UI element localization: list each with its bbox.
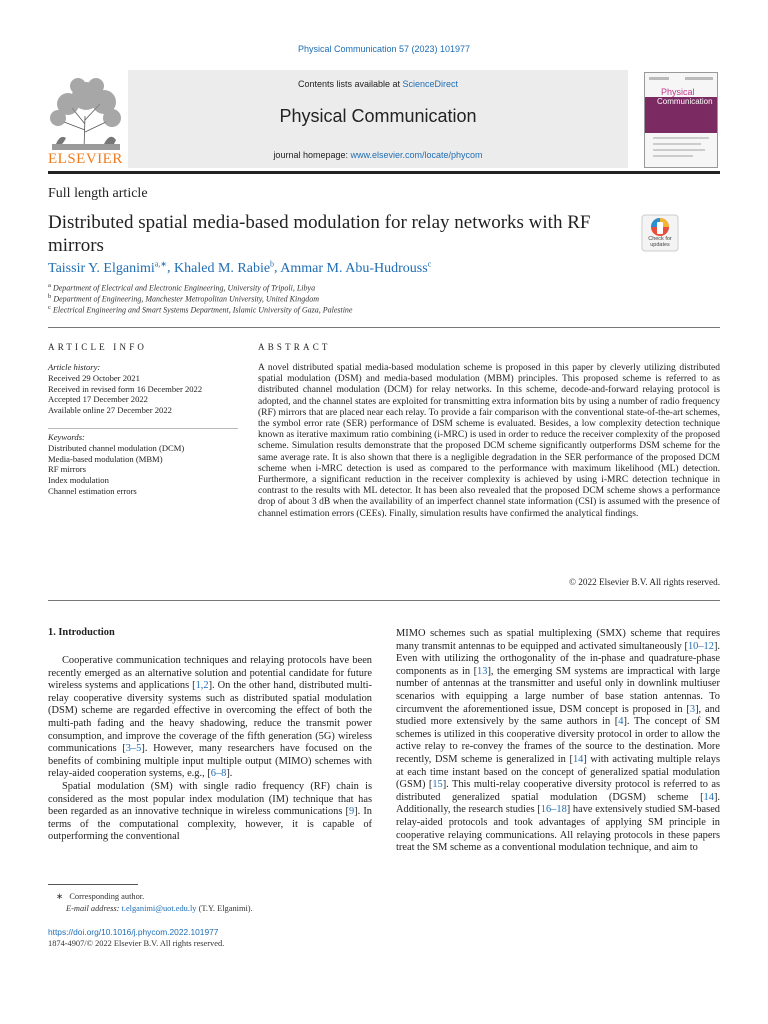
body-text: ]. The concept of SM schemes is utilized in this cooperative diversity protocol in order to allow the active relay to re-convey the frames of the source to the destination. More recently, DSM scheme is generalized in [ [396, 716, 720, 765]
citation-link[interactable]: 3–5 [125, 743, 142, 755]
author-2[interactable]: Khaled M. Rabie$^b$ [174, 259, 275, 276]
header-rule [48, 171, 720, 174]
citation-link[interactable]: 1,2 [195, 680, 209, 692]
keyword-item: Channel estimation errors [48, 485, 137, 496]
history-item: Received in revised form 16 December 2022 [48, 383, 203, 394]
section-heading-introduction: 1. Introduction [48, 627, 115, 638]
keywords-label: Keywords: [48, 432, 85, 442]
title-rule [48, 327, 720, 328]
body-text: ], the emerging SM systems are impractical with large number of antennas at the transmitter and useful only in downlink multiuser scenarios with equipping a large number of base station antennas. To circumvent the aforementioned issue, DSM concept is proposed in [ [396, 665, 720, 715]
history-item: Accepted 17 December 2022 [48, 394, 148, 405]
email-label: E-mail address: [66, 904, 122, 913]
cover-topbar-icon [645, 73, 717, 87]
history-label: Article history: [48, 362, 101, 372]
keyword-item: RF mirrors [48, 464, 86, 475]
abstract-copyright: © 2022 Elsevier B.V. All rights reserved. [569, 577, 720, 587]
journal-reference[interactable]: Physical Communication 57 (2023) 101977 [297, 44, 471, 54]
issn-line: 1874-4907/© 2022 Elsevier B.V. All rights reserved. [48, 939, 225, 948]
paragraph [48, 781, 372, 844]
author-list: Taissir Y. Elganimi$^{a,∗}$, Khaled M. Rabie$^b$, Ammar M. Abu-Hudrouss$^c$ [48, 259, 432, 276]
affiliation-b: $^b$ Department of Engineering, Manchester Metropolitan University, United Kingdom [48, 293, 319, 304]
journal-cover-thumbnail[interactable] [644, 72, 718, 168]
history-item: Received 29 October 2021 [48, 372, 140, 383]
article-info-heading: ARTICLE INFO [48, 342, 148, 352]
author-1[interactable]: Taissir Y. Elganimi$^{a,∗}$ [48, 259, 168, 276]
abstract-rule [48, 600, 720, 601]
tree-logo-icon [44, 74, 128, 152]
email-link[interactable]: t.elganimi@uot.edu.ly [121, 904, 197, 913]
contents-prefix: Contents lists available at [297, 79, 403, 89]
citation-link[interactable]: 16–18 [540, 804, 567, 816]
body-text: ] have extensively studied SM-based relay-aided protocols and took advantages of applying SM principle in cooperative relaying communications. All relaying protocols in these papers treat the SM scheme as a conventional modulation technique, and aim to [396, 804, 721, 854]
elsevier-wordmark: ELSEVIER [48, 151, 123, 167]
elsevier-logo[interactable] [44, 74, 128, 168]
homepage-line [128, 150, 628, 160]
footnote-email: E-mail address: t.elganimi@uot.edu.ly (T.Y. Elganimi). [66, 904, 253, 913]
citation-link[interactable]: 13 [477, 665, 488, 677]
footnote-mark: ∗ [56, 892, 64, 901]
abstract-text: A novel distributed spatial media-based modulation scheme is proposed in this paper by cleverly utilizing distributed spatial modulation (DSM) and media-based modulation (MBM) principles. This proposed scheme is referred to as distributed channel modulation (DCM) for relay networks. In this scheme, decode-and-forward relaying protocol is adopted, and the channel states are exploited for transmitting extra information bits by using a number of radio frequency (RF) mirrors that are placed near each relay. To provide a fair comparison with the conventional state-of-the-art schemes, the symbol error rate (SER) performance of DSM scheme is evaluated. Besides, a low complexity detection technique known as iterative maximum ratio combining (i-MRC) is used in order to reduce the receiver complexity of the proposed scheme. Simulation results demonstrate that the proposed DCM scheme significantly outperforms DSM scheme for the same average rate. It is also shown that there is a negligible degradation in the SER performance of the proposed DCM scheme when i-MRC detection is used as compared to the performance with maximum likelihood (ML) detection. Furthermore, a significant reduction in the receiver complexity is achieved by using i-MRC detection technique in contrast to the results with ML detector. It has been also revealed that the proposed DCM scheme shows a performance drop of about 3 dB when the availability of an imperfect channel state information (CSI) is assumed with the presence of channel estimation errors (CEEs). Finally, simulation results have confirmed the analytical findings. [258, 363, 720, 519]
body-text: ]. However, many researchers have focused on the benefits of combining multiple input multiple output (MIMO) schemes with relay-aided cooperation systems, e.g., [ [48, 743, 372, 780]
citation-link[interactable]: 3 [689, 703, 696, 715]
article-history [48, 362, 238, 416]
sciencedirect-link[interactable]: ScienceDirect [402, 79, 459, 89]
body-text: Spatial modulation (SM) with single radio frequency (RF) chain is considered as the most popular index modulation (IM) technique that has been regarded as an innovative technique in wireless communications [ [48, 780, 372, 818]
footnote-rule [48, 884, 138, 885]
citation-link[interactable]: 4 [618, 716, 624, 728]
body-text: ] with activating multiple relays at each time instant based on the concept of generalized spatial modulation (GSM) [ [396, 753, 721, 791]
body-column-left [48, 655, 372, 844]
author-3[interactable]: Ammar M. Abu-Hudrouss$^c$ [280, 259, 432, 276]
citation-link[interactable]: 14 [572, 753, 584, 765]
paragraph [396, 628, 720, 855]
body-text: MIMO schemes such as spatial multiplexing (SMX) scheme that requires many transmit antennas to be equipped and activated simultaneously [ [396, 628, 720, 652]
body-text: ]. This multi-relay cooperative diversity protocol is referred to as distributed generalized spatial modulation (DGSM) scheme [ [396, 779, 720, 803]
info-separator [48, 428, 238, 429]
citation-link[interactable]: 6–8 [210, 768, 227, 780]
keyword-item: Distributed channel modulation (DCM) [48, 442, 185, 453]
body-text: ], and studied more extensively by the same authors in [ [396, 703, 720, 728]
abstract-heading: ABSTRACT [258, 342, 331, 352]
keywords [48, 432, 238, 497]
history-item: Available online 27 December 2022 [48, 405, 172, 416]
cover-title-1: Physical [661, 87, 695, 97]
citation-link[interactable]: 10–12 [687, 640, 714, 652]
body-column-right [396, 628, 720, 855]
crossmark-label: Check for updates [648, 236, 672, 248]
keyword-item: Media-based modulation (MBM) [48, 453, 163, 464]
affiliation-a: $^a$ Department of Electrical and Electronic Engineering, University of Tripoli, Libya [48, 282, 316, 293]
citation-link[interactable]: 14 [703, 791, 714, 803]
doi-link[interactable]: https://doi.org/10.1016/j.phycom.2022.101977 [48, 927, 219, 937]
cover-title-2: Communication [657, 97, 713, 106]
article-title: Distributed spatial media-based modulation for relay networks with RF mirrors [48, 212, 591, 256]
homepage-prefix: journal homepage: [273, 150, 351, 160]
body-text: ]. In terms of the computational complexity, however, it is capable of outperforming the conventional [48, 806, 372, 843]
contents-line [128, 79, 628, 89]
body-text: ]. On the other hand, distributed multi-relay cooperative diversity systems such as distributed spatial modulation (DSM) scheme are regarded effective in overcoming the effect of both the multi-path fading and the heavy shadowing, reduce the transmit power consumption, and improve the coverage of the fifth generation (5G) wireless communications [ [48, 680, 372, 755]
affiliation-c: $^c$ Electrical Engineering and Smart Systems Department, Islamic University of Gaza, Palestine [48, 304, 353, 315]
body-text: ]. Additionally, the research studies [ [396, 791, 720, 816]
article-type: Full length article [48, 186, 148, 201]
body-text: Cooperative communication techniques and relaying protocols have been recently emerged as an alternative solution and potential candidate for future wireless systems and applications [ [48, 655, 372, 692]
journal-name: Physical Communication [279, 106, 477, 126]
citation-link[interactable]: 15 [432, 779, 443, 791]
body-text: ]. Even with utilizing the orthogonality of the in-phase and quadrature-phase components as in [ [396, 640, 720, 677]
homepage-link[interactable]: www.elsevier.com/locate/phycom [350, 150, 483, 160]
cover-text-lines-icon [645, 135, 717, 165]
keyword-item: Index modulation [48, 475, 109, 486]
body-text: ]. [226, 768, 233, 780]
paragraph [48, 655, 372, 781]
citation-link[interactable]: 9 [348, 806, 355, 818]
footnote-corresponding: ∗ Corresponding author. [56, 892, 145, 901]
